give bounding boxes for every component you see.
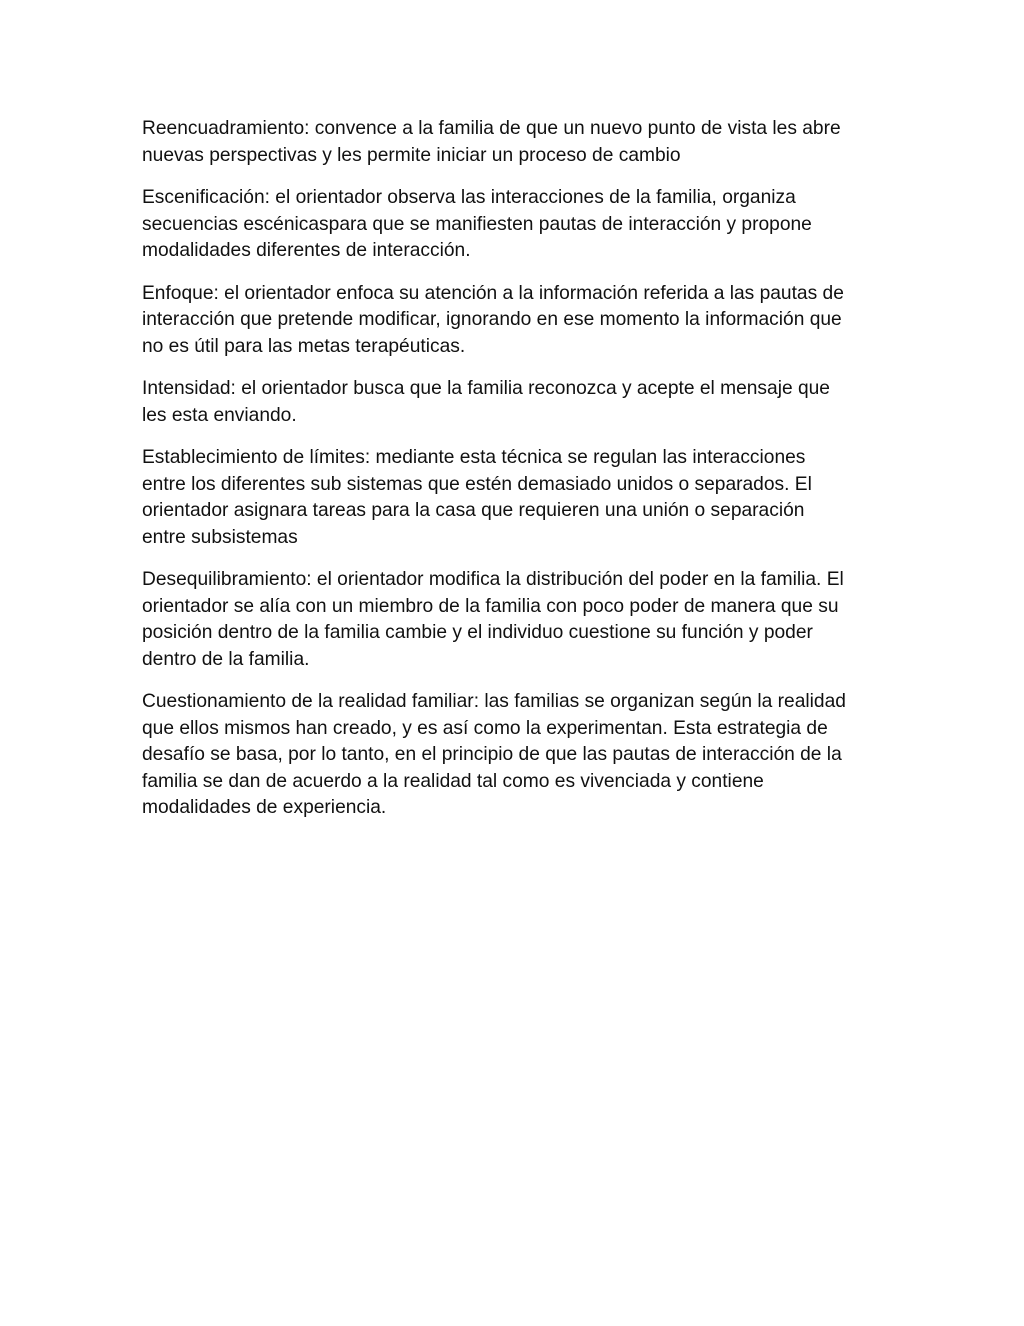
paragraph-desequilibramiento: Desequilibramiento: el orientador modifica la distribución del poder en la familia. El orientador se alía con un miembro de la familia con poco poder de manera que su posición dentro de la familia cambie y el individuo cuestione su función y poder dentro de la familia. bbox=[142, 569, 844, 670]
paragraph-cuestionamiento-de-la-realidad: Cuestionamiento de la realidad familiar: las familias se organizan según la realidad que ellos mismos han creado, y es así como la experimentan. Esta estrategia de desafío se basa, por lo tanto, en el principio de que las pautas de interacción de la familia se dan de acuerdo a la realidad tal como es vivenciada y contiene modalidades de experiencia. bbox=[142, 691, 846, 818]
paragraph-reencuadramiento: Reencuadramiento: convence a la familia de que un nuevo punto de vista les abre nuevas perspectivas y les permite iniciar un proceso de cambio bbox=[142, 118, 841, 166]
document-body bbox=[142, 116, 894, 838]
paragraph-escenificacion: Escenificación: el orientador observa las interacciones de la familia, organiza secuencias escénicaspara que se manifiesten pautas de interacción y propone modalidades diferentes de interacción. bbox=[142, 187, 812, 261]
paragraph-enfoque: Enfoque: el orientador enfoca su atención a la información referida a las pautas de interacción que pretende modificar, ignorando en ese momento la información que no es útil para las metas terapéuticas. bbox=[142, 282, 844, 357]
paragraph-establecimiento-de-limites: Establecimiento de límites: mediante esta técnica se regulan las interacciones entre los diferentes sub sistemas que estén demasiado unidos o separados. El orientador asignara tareas para la casa que requieren una unión o separación entre subsistemas bbox=[142, 447, 812, 548]
paragraph-intensidad: Intensidad: el orientador busca que la familia reconozca y acepte el mensaje que les esta enviando. bbox=[142, 378, 830, 426]
